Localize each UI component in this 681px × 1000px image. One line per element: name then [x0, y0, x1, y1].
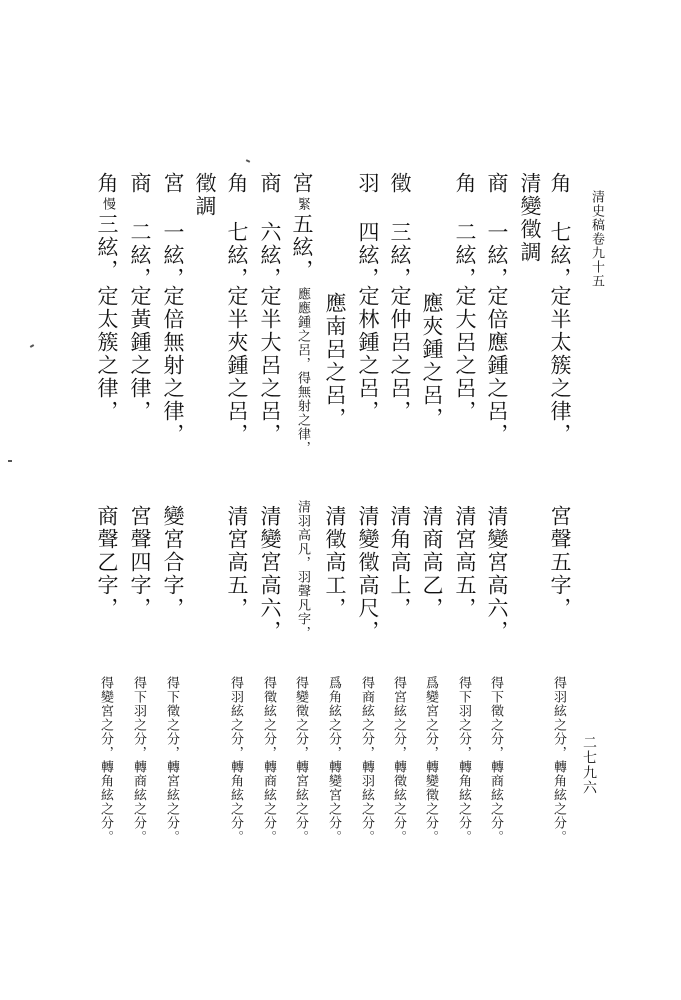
col-6-low: 清角高上， — [388, 505, 412, 620]
col-15-low: 商聲乙字， — [95, 505, 119, 620]
col-13-note: 得下徵之分，轉宮絃之分。 — [164, 676, 179, 844]
col-1-mid: 定半太簇之律， — [548, 285, 572, 446]
col-3-mid: 定倍應鍾之呂， — [485, 285, 509, 446]
col-7-top: 羽 四絃， — [356, 172, 380, 290]
col-4-low: 清宮高五， — [453, 505, 477, 620]
col-11-low: 清宮高五， — [225, 505, 249, 620]
col-7-note: 得商絃之分，轉羽絃之分。 — [359, 676, 374, 844]
col-5-note: 爲變宮之分，轉變徵之分。 — [423, 676, 438, 844]
col-9-note: 得變徵之分，轉宮絃之分。 — [293, 676, 308, 844]
col-8-note: 爲角絃之分，轉變宮之分。 — [326, 676, 341, 844]
col-15-top-rest: 三絃， — [95, 213, 119, 282]
running-header: 清史稿卷九十五 — [589, 190, 604, 288]
col-5-mid: 應夾鍾之呂， — [420, 292, 444, 430]
col-14-note: 得下羽之分，轉商絃之分。 — [131, 676, 146, 844]
col-4-note: 得下羽之分，轉角絃之分。 — [456, 676, 471, 844]
col-13-low: 變宮合字， — [161, 505, 185, 620]
col-7-mid: 定林鍾之呂， — [356, 285, 380, 423]
col-7-low: 清變徵高尺， — [356, 505, 380, 643]
col-9-mid-small: 應應鍾之呂，得無射之律， — [295, 287, 310, 455]
col-8-mid: 應南呂之呂， — [323, 292, 347, 430]
col-14-low: 宮聲四字， — [128, 505, 152, 620]
scan-speck — [30, 344, 34, 348]
col-15-mid: 定太簇之律， — [95, 285, 119, 423]
col-5-low: 清商高乙， — [420, 505, 444, 620]
col-15-top-char: 角 — [95, 172, 119, 195]
col-10-low: 清變宮高六， — [258, 505, 282, 643]
col-11-note: 得羽絃之分，轉角絃之分。 — [228, 676, 243, 844]
col-3-low: 清變宮高六， — [485, 505, 509, 643]
col-9-top-rest: 五絃， — [290, 213, 314, 282]
col-15-note: 得變宮之分，轉角絃之分。 — [98, 676, 113, 844]
col-6-mid: 定仲呂之呂， — [388, 285, 412, 423]
col-6-note: 得宮絃之分，轉徵絃之分。 — [391, 676, 406, 844]
col-4-mid: 定大呂之呂， — [453, 285, 477, 423]
col-9-top-char: 宮 — [290, 172, 314, 195]
col-15-top-sub: 慢 — [100, 197, 115, 211]
col-10-note: 得徵絃之分，轉商絃之分。 — [261, 676, 276, 844]
col-9-top-sub: 緊 — [295, 197, 310, 211]
col-3-note: 得下徵之分，轉商絃之分。 — [488, 676, 503, 844]
col-9-low-small: 清羽高凡，羽聲凡字， — [295, 500, 310, 640]
col-14-mid: 定黃鍾之律， — [128, 285, 152, 423]
page-number: 二七九六 — [581, 735, 597, 795]
col-8-low: 清徵高工， — [323, 505, 347, 620]
col-13-mid: 定倍無射之律， — [161, 285, 185, 446]
col-11-mid: 定半夾鍾之呂， — [225, 285, 249, 446]
col-6-top: 徵 三絃， — [388, 172, 412, 290]
col-10-top: 商 六絃， — [258, 172, 282, 290]
col-3-top: 商 一絃， — [485, 172, 509, 290]
scan-speck — [246, 159, 250, 163]
col-10-mid: 定半大呂之呂， — [258, 285, 282, 446]
scan-speck — [8, 460, 12, 462]
col-13-top: 宮 一絃， — [161, 172, 185, 290]
section-heading-zhi: 徵調 — [193, 172, 217, 218]
col-1-low: 宮聲五字， — [548, 505, 572, 620]
col-4-top: 角 二絃， — [453, 172, 477, 290]
col-1-note: 得羽絃之分，轉角絃之分。 — [551, 676, 566, 844]
col-1-top: 角 七絃， — [548, 172, 572, 290]
section-heading-qingbianzhi: 清變徵調 — [518, 172, 542, 264]
col-14-top: 商 二絃， — [128, 172, 152, 290]
col-11-top: 角 七絃， — [225, 172, 249, 290]
